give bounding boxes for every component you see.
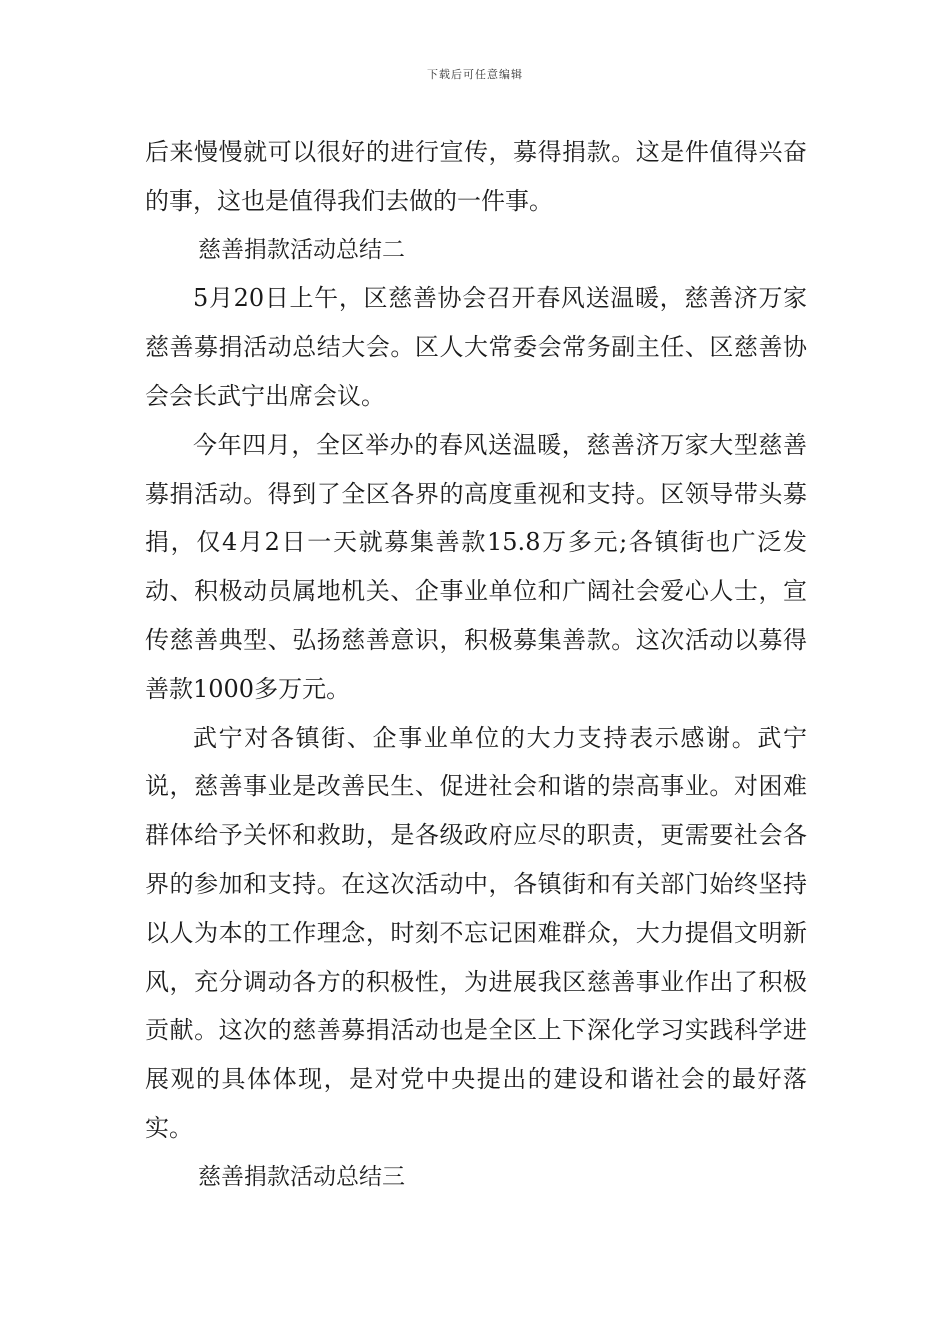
continued-paragraph: 后来慢慢就可以很好的进行宣传，募得捐款。这是件值得兴奋的事，这也是值得我们去做的一件事。: [145, 138, 807, 215]
paragraph-speech: 武宁对各镇街、企事业单位的大力支持表示感谢。武宁说，慈善事业是改善民生、促进社会和谐的崇高事业。对困难群体给予关怀和救助，是各级政府应尽的职责，更需要社会各界的参加和支持。在这次活动中，各镇街和有关部门始终坚持以人为本的工作理念，时刻不忘记困难群众，大力提倡文明新风，充分调动各方的积极性，为进展我区慈善事业作出了积极贡献。这次的慈善募捐活动也是全区上下深化学习实践科学进展观的具体体现，是对党中央提出的建设和谐社会的最好落实。: [145, 723, 807, 1142]
section-heading-three: 慈善捐款活动总结三: [198, 1163, 405, 1190]
paragraph-campaign: 今年四月，全区举办的春风送温暖，慈善济万家大型慈善募捐活动。得到了全区各界的高度重视和支持。区领导带头募捐，仅4月2日一天就募集善款15.8万多元;各镇街也广泛发动、积极动员属地机关、企事业单位和广阔社会爱心人士，宣传慈善典型、弘扬慈善意识，积极募集善款。这次活动以募得善款1000多万元。: [145, 430, 807, 703]
paragraph-meeting: 5月20日上午，区慈善协会召开春风送温暖，慈善济万家慈善募捐活动总结大会。区人大常委会常务副主任、区慈善协会会长武宁出席会议。: [145, 284, 807, 410]
document-body: [145, 128, 807, 1202]
page-header-note: 下载后可任意编辑: [427, 68, 523, 81]
section-heading-two: 慈善捐款活动总结二: [198, 236, 405, 263]
